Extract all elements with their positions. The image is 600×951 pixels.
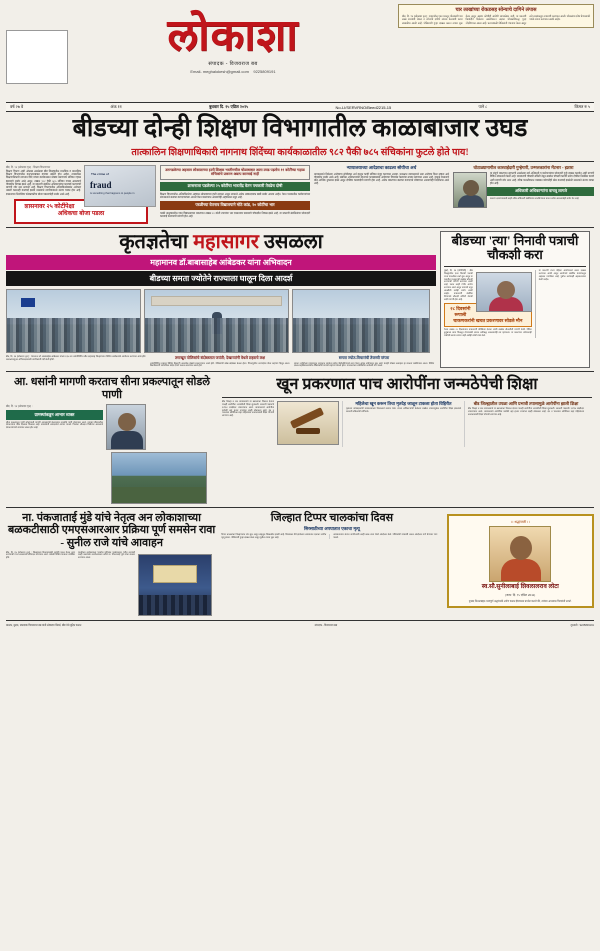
memorial-date: (जन्म: दि. १५ एप्रिल 2011) [505, 592, 536, 597]
murder-article [222, 376, 592, 503]
officials-band: अधिकारी अधिकाऱ्यांना वाचवू लागले [453, 187, 594, 196]
pankaja-side-body: परळीच्या कार्यक्रमाला भरघोस प्रतिसाद पुनर्वसनावर भरीव कामाची ग्वाही जनसंपर्क कार्यालयाच्या वतीने ना. पंकजाताई मुंडे यांचा सत्कार करण्यात आला. [78, 551, 135, 560]
rally-photo-1 [6, 289, 141, 353]
stage-banner [153, 565, 197, 583]
top-ad-title: चार लाखांच्या रोकडसह सोन्याचे दागिने लंपास [455, 7, 537, 13]
murder-row [222, 401, 592, 447]
fraud-graphic-line3: is something that happens to people in [90, 192, 135, 195]
murder-body: बीड जिल्हा व सत्र न्यायालयाने या खटल्याचा निकाल देताना पाचही आरोपींना जन्मठेपेची शिक्षा सुनावली. सरकारी पक्षातर्फे १२/१४ साक्षीदार तपासण्यात आले. न्यायालयाने आरोपींना प्रत्येकी दहा हजार रुपयांचा दंडही ठोठावला आहे. दंड न भरल्यास अतिरिक्त सहा महिन्यांच्या कारावासाची शिक्षा भोगावी लागणार आहे. [222, 400, 274, 418]
price: किंमत रु ५ [574, 104, 590, 109]
contact-line [72, 69, 394, 74]
district-title: जिल्हात टिप्पर चालकांचा दिवस [270, 511, 394, 524]
inquiry-title: बीडच्या 'त्या' निनावी पत्राची चौकशी करा [451, 232, 579, 263]
top-ad-body: बीड, दि. १४ (लोकाशा वृत्त) : शहरातील एका घरातून चोरट्यांनी चार लाख रुपयांची रोकड व सोन्याचे दागिने लंपास केल्याची घटना उघडकीस आली आहे. पोलिसांनी गुन्हा दाखल करून तपास सुरू केला असून अद्याप कोणीही आरोपी सापडलेला नाही. या प्रकरणी फिर्यादीने दिलेल्या तक्रारीवरून अज्ञात चोरट्यांविरुद्ध गुन्हा नोंदविण्यात आला आहे. घटनास्थळी पोलिसांनी पंचनामा केला असून ठसे तज्ज्ञांकडून तपासणी करण्यात आली. चोरट्यांचा शोध घेण्यासाठी पथके रवाना करण्यात आली आहेत. [402, 15, 590, 25]
inquiry-left [444, 270, 535, 338]
main-subheadline: तात्कालिन शिक्षणाधिकारी नागनाथ शिंदेंच्या कार्यकाळातील ९८२ पैकी ७८५ संचिकांना फुटले होते पाय! [131, 148, 469, 158]
divider-3 [444, 266, 586, 267]
murder-body-3: बीड जिल्हा व सत्र न्यायालयाने या खटल्याचा निकाल देताना पाचही आरोपींना जन्मठेपेची शिक्षा सुनावली. सरकारी पक्षातर्फे १२/१४ साक्षीदार तपासण्यात आले. न्यायालयाने आरोपींना प्रत्येकी दहा हजार रुपयांचा दंडही ठोठावला आहे. दंड न भरल्यास अतिरिक्त सहा महिन्यांच्या कारावासाची शिक्षा भोगावी लागणार आहे. [468, 408, 584, 416]
issue-date: बुधवार दि. १५ एप्रिल २०२५ [209, 104, 249, 109]
lead-body-2a: शिक्षण विभागातील अनियमिततेचा अहवाल लोकाशाच्या हाती लागला असून त्यामध्ये अनेक धक्कादायक बाबी समोर आल्या आहेत. वेतन पथकातील कर्मचाऱ्यांच्या संगनमताने बनावट कागदपत्रांच्या आधारे वेतन काढण्यात आल्याचेही अहवालात नमूद आहे. [160, 192, 310, 199]
stage-photo [138, 554, 212, 616]
gratitude-title-highlight: महासागर [193, 230, 259, 253]
page-count: पाने ८ [478, 104, 488, 109]
canal-photo-col [106, 404, 211, 504]
pankaja-text [6, 552, 78, 616]
district-col-1 [221, 534, 329, 540]
section-four [6, 512, 594, 616]
divider [6, 161, 594, 162]
gratitude-sub-a [150, 356, 290, 368]
lead-columns [6, 165, 594, 224]
footer-left: मालक, मुद्रक, प्रकाशक विजयराज बब यांनी लोकाशा प्रिंटर्स, बीड येथे मुद्रित करून [6, 623, 82, 627]
inquiry-body: मुंबई, दि. १४ (प्रतिनिधी) : बीड जिल्ह्यातील एका निनावी पत्राची राज्य पातळीवर चर्चा सुरू असून या पत्रातील मजकुराची सखोल चौकशी करण्याची मागणी करण्यात आली आहे. पत्रात काही गंभीर आरोप करण्यात आले असून त्यामध्ये नमूद व्यक्तींची नावेही समोर आली आहेत. याप्रकरणी संबंधित विभागाने चौकशी समिती नेमावी अशी मागणी होत आहे. [444, 269, 473, 301]
district-row [221, 534, 442, 540]
memorial-message: दुःखद निधनाबद्दल भावपूर्ण श्रद्धांजली अर्पण करून ईश्वराला प्रार्थना करतो की, त्यांच्या आत्म्यास चिरशांती लाभो. [468, 599, 572, 603]
inquiry-side-body: या प्रकरणी राज्य महिला आयोगाकडे तक्रार दाखल करण्यात आली असून आयोगाने संबंधित यंत्रणांकडून अहवाल मागविला आहे. पुढील कार्यवाही अहवालानंतर केली जाईल. [538, 269, 586, 281]
gratitude-sub-b-body: समता ज्योतीच्या माध्यमातून समाजात समतेचा संदेश पोहोचविण्याचे काम गेल्या अनेक वर्षांपासून सुरू आहे. यंदाही मोठ्या उत्साहात हा उपक्रम राबविण्यात आला. विविध शाळा-महाविद्यालयांतील विद्यार्थ्यांनी यामध्ये सहभाग घेतला होता. मान्यवरांच्या उपस्थितीत कार्यक्रम पार पडला. [294, 362, 434, 368]
divider-5 [222, 397, 592, 398]
rally-photo-2 [144, 289, 289, 353]
gratitude-photos [6, 289, 436, 353]
masthead-ad [398, 4, 594, 28]
district-col-2 [329, 534, 437, 540]
samata-band: बीडच्या समता ज्योतेने राज्याला घालून दिला आदर्श [6, 271, 436, 286]
memorial-card [447, 514, 594, 609]
canal-title: आ. धसांनी मागणी करताच सीना प्रकल्पातून सोडले पाणी [14, 376, 210, 401]
masthead-center [72, 4, 394, 74]
lead-headline-block [6, 115, 594, 158]
murder-col-2 [342, 401, 464, 447]
gratitude-subcolumns [6, 356, 436, 368]
inquiry-body-2: गेल्या तब्बल २८ दिवसांनंतर याप्रकरणी प्रतिक्रिया देताना त्यांनी सखोल चौकशीची मागणी केली. पीडित कुटुंबाला न्याय मिळवून देण्यासाठी शासन कटिबद्ध असल्याचेही त्या म्हणाल्या. या प्रकरणात कोणालाही पाठीशी घातले जाणार नाही असेही त्यांनी स्पष्ट केले. [444, 329, 532, 338]
warning-body: या संपूर्ण प्रकरणात सहभागी असलेल्या सर्व अधिकारी व कर्मचाऱ्यांवर फौजदारी गुन्हे दाखल करावेत अशी मागणी विविध संघटनांनी केली आहे. याप्रकरणी चौकशी समिती नेमून सखोल चौकशी करावी तसेच दोषींना निलंबित करावे अशी मागणी जोर धरत आहे. वरिष्ठ पातळीवरून याबाबत कोणतीही ठोस कारवाई झालेली नसल्याने संताप व्यक्त होत आहे. [490, 172, 594, 185]
gratitude-title-part2: उसळला [263, 230, 323, 253]
gratitude-sub-a-head: तमाखूत पोलिसांचे बंदोबस्तात जयंती; देखाव्यांनी वेधले शहराचे लक्ष [174, 355, 266, 360]
footer-mid: संपादक - विजयराज बब [314, 623, 338, 627]
gratitude-sub-a-body: जयंतीनिमित्त शहरात विविध ठिकाणी आकर्षक देखावे साकारण्यात आले होते. पोलिसांनी चोख बंदोबस्त ठेवला होता. मिरवणुकीत तरुणाईचा मोठा सहभाग दिसून आला. ठिकठिकाणी सामाजिक संदेश देणारे फलक लावण्यात आले होते. [150, 362, 290, 368]
gratitude-main [6, 231, 436, 368]
pankaja-article [6, 512, 217, 616]
rupali-statement-box: २८ दिवसांनी रूपाली चाकणकरांनी खचत प्रकरणावर सोडले मौन [444, 303, 532, 327]
page-footer [6, 620, 594, 627]
divider-2 [6, 227, 594, 228]
pankaja-side [78, 552, 138, 616]
rally-photo-3 [292, 289, 430, 353]
divider-4 [6, 371, 594, 372]
inquiry-article [440, 231, 590, 368]
rni-number: No-LI/SERVRNO/Beed2215-15 [335, 104, 392, 110]
phone-text: 9225809191 [253, 69, 276, 74]
report-banner-text: उलगडलेल्या अहवाल लोकाशाच्या हाती शिक्षक भरतीमधील घोळाबाबत आता उघड पड़तोय ११ कोटींच्या गहाळ संचिकांचे प्रकरण अद्याप कारवाई नाही [165, 168, 305, 177]
volume-text: वर्ष २७ वे [10, 104, 24, 109]
masthead-left-ad [6, 30, 68, 84]
murder-col-3 [464, 401, 584, 447]
woman-portrait [476, 272, 532, 312]
pankaja-photo-col [138, 552, 212, 616]
burden-badge: शासनावर २५ कोटींपेक्षा अधिकचा बोजा पडला [14, 199, 148, 224]
district-article [221, 512, 442, 616]
canal-row [6, 404, 218, 504]
lead-byline: बीड, दि. १४ (लोकाशा वृत्त) : शिक्षण विभागाच्या [6, 166, 51, 169]
fraud-graphic-line1: The crime of [91, 172, 109, 176]
district-sub: सिरसाठीच्या अपघातात एकाचा मृत्यू [303, 526, 360, 532]
memorial-block [447, 512, 594, 616]
parli-band: परळीच्या वेतनाव विद्यालयाने मोठे कांड, २० कोटींचा भार [160, 201, 310, 210]
memorial-portrait [489, 526, 551, 582]
murder-col-1 [222, 401, 342, 447]
lead-column-2 [160, 165, 310, 224]
gratitude-title-part1: कृतज्ञतेचा [119, 230, 189, 253]
gratitude-caption: बीड, दि. १४ (लोकाशा वृत्त) : भारतरत्न डॉ. बाबासाहेब आंबेडकर यांच्या १३४ व्या जयंतीनिमित्त बीड शहरासह जिल्हाभरात विविध कार्यक्रमांचे आयोजन करण्यात आले होते. सकाळपासूनच अभिवादनासाठी नागरिकांनी गर्दी केली होती. [6, 355, 146, 361]
masthead [6, 4, 594, 100]
canal-text-col [6, 404, 106, 504]
mla-portrait [106, 404, 146, 450]
crowd [145, 318, 288, 352]
lead-body-1: शिक्षण विभाग अशी ओळख असलेल्या बीड जिल्ह्यातील प्राथमिक व माध्यमिक शिक्षण विभागातील कारभाराबाबत वारंवार तक्रारी होत आहेत. तात्कालिन शिक्षणाधिकारी नागनाथ शिंदे यांच्या कार्यकाळात मोठ्या प्रमाणावर संचिका गहाळ झाल्याचे समोर आले असून, तब्बल ९८२ पैकी ७८५ संचिका गायब असल्याचे चौकशीत निष्पन्न झाले आहे. या प्रकरणी संबंधित अधिकाऱ्यांवर कारवाई करण्याची मागणी जोर धरू लागली आहे. शिक्षण विभागातील अनियमिततेबाबत अनेकदा तक्रारी करूनही कारवाई झाली नसल्याने नागरिकांमध्ये संताप व्यक्त होत आहे. शासनाच्या तिजोरीवर कोट्यवधींचा बोजा पडल्याचेही समोर आले आहे. [6, 170, 81, 196]
memorial-name: स्व.सौ.सुनीलाबाई शिवलालराव लोटा [481, 583, 559, 590]
inquiry-body-row [444, 270, 586, 338]
ambedkar-band: महामानव डॉ.बाबासाहेब आंबेडकर यांना अभिवादन [6, 255, 436, 270]
gavel-photo [277, 401, 339, 445]
murder-body-2: मृताच्या नातेवाइकांनी न्यायालयाच्या निकालाचे स्वागत केले. तपास अधिकाऱ्यांनी केलेल्या सखोल तपासामुळेच आरोपींना शिक्षा झाल्याचे सरकारी वकिलांनी सांगितले. [346, 408, 461, 414]
top-ad-box [398, 4, 594, 28]
lead-column-1 [6, 165, 156, 224]
gratitude-title [6, 231, 436, 253]
murder-sub2: बीड जिल्ह्यातील उपळा आणि प्रभावी तपासामुळे आरोपींना झाली शिक्षा [473, 400, 579, 406]
warning-head: घोटाळ्यामागील कारवाईदारी गुन्हेगारी, उन्मत्तकारांना मेंटनार - इशारा [473, 165, 574, 170]
editor-line: संपादक - विजयराज बब [208, 61, 258, 67]
report-banner [160, 165, 310, 180]
divider-6 [6, 507, 594, 508]
inquiry-side [535, 270, 586, 338]
stage-audience [139, 595, 211, 615]
blue-flag [21, 298, 35, 307]
pankaja-row [6, 552, 217, 616]
email-text: Email- meghalokesh@gmail.com [190, 69, 249, 74]
fraud-graphic [84, 165, 156, 207]
official-portrait [453, 172, 487, 208]
gratitude-caption-col [6, 356, 146, 368]
district-body-2: अपघातानंतर संतप्त नागरिकांनी काही काळ रस्ता रोको आंदोलन केले. पोलिसांनी मध्यस्थी करून आंदोलन मागे घेण्यास भाग पाडले. [333, 533, 438, 539]
crowd [7, 318, 140, 352]
main-headline: बीडच्या दोन्ही शिक्षण विभागातील काळाबाजार उघड [72, 115, 528, 142]
section-three [6, 376, 594, 503]
fraud-graphic-word: fraud [90, 180, 112, 190]
court-order-body: न्यायालयाने दिलेल्या आदेशाचा सोयीस्कर अर्थ काढून काही संचिका मंजूर करण्यात आल्या. प्रत्यक्षात न्यायालयाने तसा आदेशच दिला नव्हता असे चौकशीत समोर आले आहे. संबंधित अधिकाऱ्यांनी स्वतःच्या फायद्यासाठी आदेशाचा विपर्यास केल्याचा ठपका ठेवण्यात आला आहे. यामुळे शासनाचे मोठे आर्थिक नुकसान झाले असून दोषींवर कारवाईची मागणी होत आहे. अनेक प्रकरणात बनावट कागदपत्रे जोडण्यात आल्याचेही निदर्शनास आले आहे. [314, 172, 449, 186]
crowd [293, 318, 429, 352]
footer-right: दूरध्वनी : 9225809191 [570, 623, 594, 627]
canal-byline: बीड, दि. १४ (लोकाशा वृत्त) : [6, 404, 33, 408]
newspaper-logo: लोकाशा [167, 11, 299, 60]
pankaja-title: ना. पंकजाताई मुंडे यांचे नेतृत्व अन लोकाशाच्या बळकटीसाठी एमएसआरआर प्रक्रिया पूर्ण समसेन रावा - सुनील राजे यांचे आवाहन [7, 511, 216, 549]
shraddhanjali-label: ।। श्रद्धांजली ।। [510, 519, 530, 524]
issue-number: अंक ११ [110, 104, 122, 109]
pandal [151, 296, 282, 306]
murder-title: खून प्रकरणात पाच आरोपींना जन्मठेपेची शिक्षा [276, 376, 538, 394]
canal-body: सीना प्रकल्पातून पाणी सोडण्याची मागणी आमदारांनी केल्यानंतर तातडीने पाणी सोडण्यात आले. यामुळे परिसरातील शेतकऱ्यांना मोठा दिलासा मिळाला आहे. ग्रामस्थांनी आमदारांचे आभार मानले. पिकांना जीवदान मिळणार असल्याने शेतकऱ्यांमध्ये समाधान व्यक्त होत आहे. [6, 421, 103, 430]
dam-bank [112, 487, 206, 503]
canal-article [6, 376, 218, 503]
murder-sub1: महिलेचा खून करून तिचा मृतदेह जाळून टाकला होता विहिरीत [355, 400, 452, 406]
dam-photo [111, 452, 207, 504]
warning-foot: प्रकरण दडपण्यासाठी काही वरिष्ठ अधिकारी संबंधितांना वाचविण्याचा प्रयत्न करीत असल्याचेही समोर येत आहे. [490, 197, 580, 200]
lead-body-2b: परळी तालुक्यातील एका विद्यालयाच्या प्रकरणात तब्बल २० कोटी रुपयांचा भार शासनावर पडल्याचे चौकशीत निष्पन्न झाले आहे. या प्रकरणी संबंधितांवर फौजदारी कारवाई करण्याची मागणी होत आहे. [160, 212, 310, 219]
court-order-head: न्यायालयाच्या आदेशाचा काढला सोयीचा अर्थ [346, 165, 417, 170]
lead-column-4 [453, 165, 594, 224]
lead-column-3 [314, 165, 449, 224]
masthead-left-block [6, 4, 68, 84]
district-body: टिप्पर चालकांचा जिल्हाभरात संप सुरू असून वाहतूक विस्कळीत झाली आहे. सिरसाळा येथे झालेल्या अपघातात एकाचा जागीच मृत्यू झाला. पोलिसांनी गुन्हा दाखल केला असून पुढील तपास सुरू आहे. [221, 533, 327, 539]
thanks-band: ग्रामस्थांकडून आभार व्यक्त [6, 410, 103, 420]
section-gratitude [6, 231, 594, 368]
issue-strapline [6, 102, 594, 112]
salary-band: शासनाला पडलेल्या २५ कोटींचा भारतोंद्र वेतन पचकारी तेवढेच दोषी [160, 182, 310, 191]
pankaja-body: बीड, दि. १४ (लोकाशा वृत्त) : जिल्ह्याच्या विकासासाठी सर्वांनी एकत्र येऊन काम करण्याची गरज असल्याचे प्रतिपादन करण्यात आले. यावेळी विविध मान्यवर उपस्थित होते. [6, 551, 75, 560]
gratitude-sub-b-head: समता ज्योत-विचारांची तेजस्वी परंपरा [338, 355, 390, 360]
gratitude-sub-b [294, 356, 434, 368]
